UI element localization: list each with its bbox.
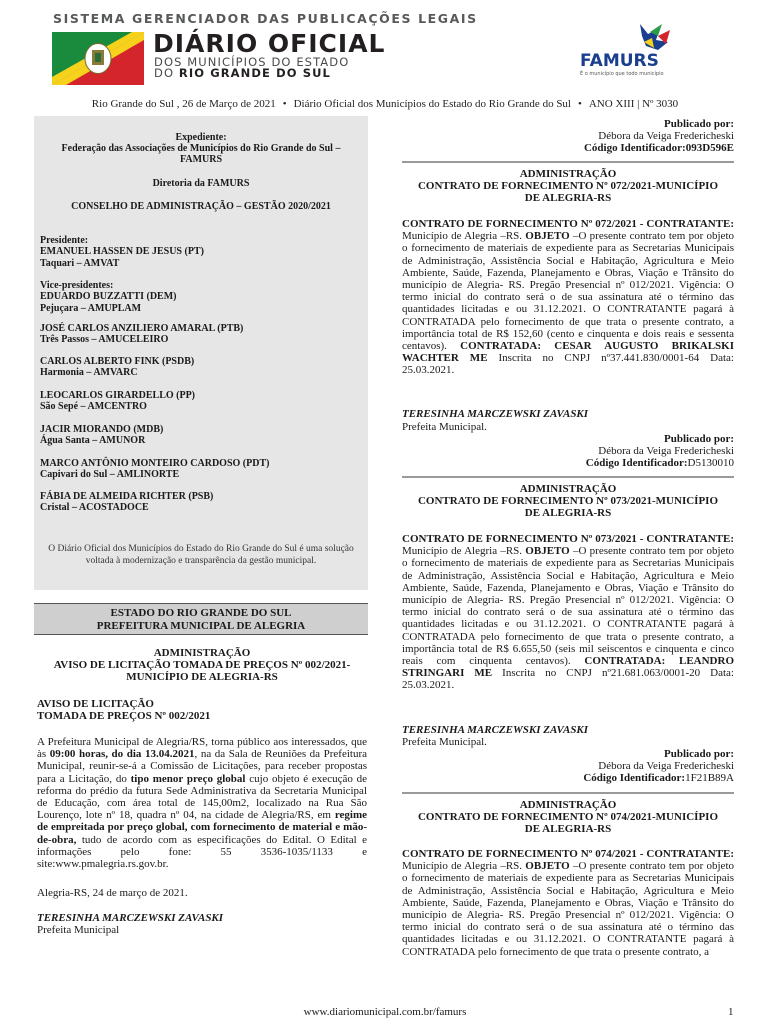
vice-block-2: JOSÉ CARLOS ANZILIERO AMARAL (PTB) Três Passos – AMUCELEIRO	[40, 323, 244, 346]
contract-heading: ADMINISTRAÇÃO CONTRATO DE FORNECIMENTO Nº 073/2021-MUNICÍPIO DE ALEGRIA-RS	[417, 483, 719, 520]
section-divider	[402, 161, 734, 163]
svg-text:FAMURS: FAMURS	[580, 51, 659, 71]
publication-subtitle-line2: DO RIO GRANDE DO SUL	[154, 66, 331, 80]
section-divider	[402, 792, 734, 794]
contract-signer: TERESINHA MARCZEWSKI ZAVASKI	[402, 408, 589, 420]
svg-text:É o município que todo municíp: É o município que todo município	[580, 71, 664, 77]
expediente-conselho: CONSELHO DE ADMINISTRAÇÃO – GESTÃO 2020/2021	[71, 201, 331, 212]
expediente-federation-acronym: FAMURS	[179, 154, 223, 165]
issue-line: Rio Grande do Sul , 26 de Março de 2021 • Diário Oficial dos Municípios do Estado do Rio Grande do Sul • ANO XIII | Nº 3030	[91, 98, 679, 110]
contract-body: CONTRATO DE FORNECIMENTO Nº 072/2021 - CONTRATANTE: Município de Alegria –RS. OBJETO –O presente contrato tem por objeto o fornecimento de materiais de expediente para as Secretarias Municipais de Administração, Assistência Social e Habitação, Agricultura e Meio Ambiente, Saúde, Fazenda, Planejamento e Obras, Viação e Trânsito do município de Alegria- RS. Pregão Presencial nº 012/2021. Vigência: O termo inicial do contrato será o de sua assinatura até o término das quantidades licitadas e ou 31.12.2021. O CONTRATANTE pagará à CONTRATADA pelo fornecimento de que trata o presente contrato, a importância total de R$ 152,60 (cento e cinquenta e dois reais e sessenta centavos). CONTRATADA: CESAR AUGUSTO BRIKALSKI WACHTER ME Inscrita no CNPJ nº37.441.830/0001-64 Data: 25.03.2021.	[402, 218, 734, 377]
contract-role: Prefeita Municipal.	[402, 736, 487, 748]
issue-edition: ANO XIII | Nº 3030	[588, 98, 679, 110]
publication-title: DIÁRIO OFICIAL	[153, 29, 386, 58]
published-by-block: Publicado por: Débora da Veiga Fredericheski Código Identificador:1F21B89A	[583, 748, 734, 785]
vice-block-3: CARLOS ALBERTO FINK (PSDB) Harmonia – AMVARC	[40, 356, 195, 379]
system-title: SISTEMA GERENCIADOR DAS PUBLICAÇÕES LEGAIS	[53, 11, 478, 26]
presidente-block: Presidente: EMANUEL HASSEN DE JESUS (PT) Taquari – AMVAT	[40, 235, 204, 269]
contract-heading: ADMINISTRAÇÃO CONTRATO DE FORNECIMENTO Nº 074/2021-MUNICÍPIO DE ALEGRIA-RS	[417, 799, 719, 836]
vice-block-4: LEOCARLOS GIRARDELLO (PP) São Sepé – AMCENTRO	[40, 390, 196, 413]
contract-body: CONTRATO DE FORNECIMENTO Nº 074/2021 - CONTRATANTE: Município de Alegria –RS. OBJETO –O presente contrato tem por objeto o fornecimento de materiais de expediente para as Secretarias Municipais de Administração, Assistência Social e Habitação, Agricultura e Meio Ambiente, Saúde, Fazenda, Planejamento e Obras, Viação e Trânsito do município de Alegria- RS. Pregão Presencial nº 012/2021. Vigência: O termo inicial do contrato será o de sua assinatura até o término das quantidades licitadas e ou 31.12.2021. O CONTRATANTE pagará à CONTRATADA pelo fornecimento de que trata o presente contrato, a	[402, 848, 734, 958]
published-by-block: Publicado por: Débora da Veiga Fredericheski Código Identificador:D5130010	[585, 433, 734, 470]
aviso-subheading: AVISO DE LICITAÇÃO TOMADA DE PREÇOS Nº 002/2021	[37, 698, 211, 723]
vice-block-1: Vice-presidentes: EDUARDO BUZZATTI (DEM) Pejuçara – AMUPLAM	[40, 280, 177, 314]
expediente-federation: Federação das Associações de Municípios do Rio Grande do Sul –	[61, 143, 341, 154]
expediente-note: O Diário Oficial dos Municípios do Estado do Rio Grande do Sul é uma solução voltada à modernização e transparência da gestão municipal.	[48, 544, 354, 566]
vice-block-6: MARCO ANTÔNIO MONTEIRO CARDOSO (PDT) Capivari do Sul – AMLINORTE	[40, 458, 270, 481]
contract-signer: TERESINHA MARCZEWSKI ZAVASKI	[402, 724, 589, 736]
published-by-block: Publicado por: Débora da Veiga Fredericheski Código Identificador:093D596E	[583, 118, 734, 155]
section-divider	[402, 476, 734, 478]
issue-publication: Diário Oficial dos Municípios do Estado do Rio Grande do Sul	[293, 98, 571, 110]
aviso-heading: ADMINISTRAÇÃO AVISO DE LICITAÇÃO TOMADA DE PREÇOS Nº 002/2021- MUNICÍPIO DE ALEGRIA-RS	[53, 647, 351, 684]
aviso-place-date: Alegria-RS, 24 de março de 2021.	[37, 887, 188, 899]
expediente-diretoria: Diretoria da FAMURS	[152, 178, 250, 189]
estado-banner: ESTADO DO RIO GRANDE DO SUL PREFEITURA MUNICIPAL DE ALEGRIA	[34, 603, 368, 635]
issue-date: Rio Grande do Sul , 26 de Março de 2021	[91, 98, 276, 110]
rs-flag-icon	[52, 32, 144, 85]
contract-heading: ADMINISTRAÇÃO CONTRATO DE FORNECIMENTO Nº 072/2021-MUNICÍPIO DE ALEGRIA-RS	[417, 168, 719, 205]
contract-body: CONTRATO DE FORNECIMENTO Nº 073/2021 - CONTRATANTE: Município de Alegria –RS. OBJETO –O presente contrato tem por objeto o fornecimento de materiais de expediente para as Secretarias Municipais de Administração, Assistência Social e Habitação, Agricultura e Meio Ambiente, Saúde, Fazenda, Planejamento e Obras, Viação e Trânsito do município de Alegria- RS. Pregão Presencial nº 012/2021. Vigência: O termo inicial do contrato será o de sua assinatura até o término das quantidades licitadas e ou 31.12.2021. O CONTRATANTE pagará à CONTRATADA pelo fornecimento de que trata o presente contrato, a importância total de R$ 6.655,50 (seis mil seiscentos e cinquenta e cinco reais com cinquenta centavos). CONTRATADA: LEANDRO STRINGARI ME Inscrita no CNPJ nº21.681.063/0001-20 Data: 25.03.2021.	[402, 533, 735, 692]
footer-url[interactable]: www.diariomunicipal.com.br/famurs	[303, 1006, 467, 1018]
expediente-title: Expediente:	[175, 132, 227, 143]
vice-block-5: JACIR MIORANDO (MDB) Água Santa – AMUNOR	[40, 424, 164, 447]
aviso-body: A Prefeitura Municipal de Alegria/RS, torna público aos interessados, que às 09:00 horas, do dia 13.04.2021, na da Sala de Reuniões da Prefeitura Municipal, reunir-se-á a Comissão de Licitações, para receber propostas para a Licitação, do tipo menor preço global cujo objeto é execução de reforma do prédio da futura Sede Administrativa da Secretaria Municipal de Educação, com área total de 145,00m2, localizado na Rua São Lourenço, lote nº 18, quadra nº 04, na cidade de Alegria/RS, em regime de empreitada por preço global, com fornecimento de material e mão-de-obra, tudo de acordo com as especificações do Edital. O Edital e informações pelo fone: 55 3536-1035/1133 e site:www.pmalegria.rs.gov.br.	[37, 736, 368, 871]
contract-role: Prefeita Municipal.	[402, 421, 487, 433]
page-number: 1	[728, 1006, 734, 1018]
expediente-box	[34, 116, 368, 590]
vice-block-7: FÁBIA DE ALMEIDA RICHTER (PSB) Cristal – ACOSTADOCE	[40, 491, 214, 514]
publication-subtitle-line1: DOS MUNICÍPIOS DO ESTADO	[154, 55, 350, 69]
famurs-logo	[578, 22, 698, 78]
masthead	[0, 0, 770, 95]
aviso-role: Prefeita Municipal	[37, 924, 120, 936]
aviso-signer: TERESINHA MARCZEWSKI ZAVASKI	[37, 912, 224, 924]
